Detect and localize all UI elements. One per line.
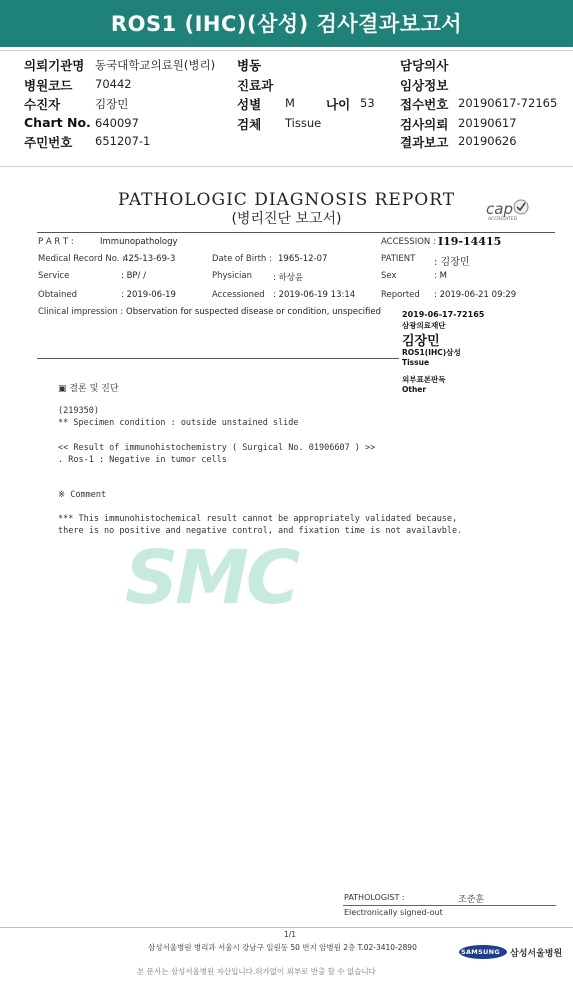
report-sex-label: Sex <box>381 271 397 281</box>
smc-watermark: SMC <box>125 535 298 621</box>
mrn-value: 425-13-69-3 <box>123 254 176 264</box>
header-divider <box>0 166 573 167</box>
cap-accredited: ACCREDITED <box>488 217 518 222</box>
cap-logo-text: cap <box>486 200 513 218</box>
comment-line-1: *** This immunohistochemical result cannot be appropriately validated because, <box>58 514 458 524</box>
doctor-label: 담당의사 <box>400 58 449 73</box>
section-title: ▣ 결론 및 진단 <box>58 384 119 394</box>
esign-text: Electronically signed-out <box>344 908 443 917</box>
part-value: Immunopathology <box>100 237 178 247</box>
service-value: : BP/ / <box>121 271 146 281</box>
receipt-no-label: 접수번호 <box>400 97 449 112</box>
clinical-info-label: 임상정보 <box>400 78 449 93</box>
ward-label: 병동 <box>237 58 262 73</box>
sticker-receipt: 2019-06-17-72165 <box>402 310 485 319</box>
accessioned-label: Accessioned <box>212 290 265 300</box>
report-info-rule <box>37 358 399 359</box>
pathologist-value: 조준훈 <box>458 895 485 905</box>
department-label: 진료과 <box>237 78 274 93</box>
cap-logo <box>486 199 518 222</box>
pathologist-label: PATHOLOGIST : <box>344 893 405 902</box>
sticker-test: ROS1(IHC)삼성 <box>402 348 461 357</box>
hospital-logo: 삼성서울병원 <box>510 949 563 959</box>
request-date-label: 검사의뢰 <box>400 117 449 132</box>
sex-value: M <box>285 96 295 110</box>
sticker-lab: 삼광의료재단 <box>402 321 446 330</box>
age-value: 53 <box>360 96 375 110</box>
accession-label: ACCESSION : <box>381 237 436 247</box>
report-date-value: 20190626 <box>458 134 517 148</box>
comment-title: ※ Comment <box>58 490 107 500</box>
sticker-external: 외부표본판독 <box>402 375 446 384</box>
page-title: ROS1 (IHC)(삼성) 검사결과보고서 <box>110 12 463 36</box>
specimen-value: Tissue <box>285 116 322 130</box>
patient-name-value: 김장민 <box>95 97 129 111</box>
report-sex-value: : M <box>434 271 447 281</box>
title-bar <box>0 0 573 50</box>
hospital-code-label: 병원코드 <box>24 78 73 93</box>
report-title: PATHOLOGIC DIAGNOSIS REPORT <box>117 190 456 210</box>
report-subtitle: (병리진단 보고서) <box>231 211 342 227</box>
request-date-value: 20190617 <box>458 116 517 130</box>
hospital-name-label: 의뢰기관명 <box>24 58 85 73</box>
dob-label: Date of Birth : <box>212 254 272 264</box>
reported-value: : 2019-06-21 09:29 <box>434 290 517 300</box>
resident-no-label: 주민번호 <box>24 135 73 150</box>
chart-no-value: 640097 <box>95 116 139 130</box>
dob-value: 1965-12-07 <box>278 254 328 264</box>
obtained-value: : 2019-06-19 <box>121 290 176 300</box>
physician-label: Physician <box>212 271 252 281</box>
samsung-logo <box>459 945 507 959</box>
resident-no-value: 651207-1 <box>95 134 151 148</box>
chart-no-label: Chart No. <box>24 115 91 130</box>
cap-check-icon <box>512 198 530 216</box>
mrn-label: Medical Record No. : <box>38 254 126 264</box>
sticker-other: Other <box>402 385 427 394</box>
part-label: P A R T : <box>38 237 74 247</box>
clinical-impression-value: Observation for suspected disease or condition, unspecified <box>126 307 381 317</box>
result-header: << Result of immunohistochemistry ( Surgical No. 01906607 ) >> <box>58 443 376 453</box>
comment-line-2: there is no positive and negative control, and fixation time is not availavble. <box>58 526 463 536</box>
sticker-patient: 김장민 <box>402 334 440 349</box>
physician-value: : 하상윤 <box>273 273 304 283</box>
clinical-impression-label: Clinical impression : <box>38 307 124 317</box>
patient-name-label: 수진자 <box>24 97 61 112</box>
samsung-logo-text: SAMSUNG <box>461 948 501 956</box>
patient-value: : 김장민 <box>434 257 470 268</box>
case-number: (219350) <box>58 406 99 416</box>
footer-address: 삼성서울병원 병리과 서울시 강남구 일원동 50 번지 암병원 2층 T.02-3410-2890 <box>148 943 417 952</box>
obtained-label: Obtained <box>38 290 78 300</box>
hospital-name-value: 동국대학교의료원(병리) <box>95 58 216 72</box>
receipt-no-value: 20190617-72165 <box>458 96 558 110</box>
report-date-label: 결과보고 <box>400 135 449 150</box>
copyright-notice: 본 문서는 삼성서울병원 자산입니다.허가없이 외부로 반출 할 수 없습니다 <box>137 967 376 976</box>
reported-label: Reported <box>381 290 420 300</box>
result-line: . Ros-1 : Negative in tumor cells <box>58 455 227 465</box>
page-number: 1/1 <box>284 930 297 939</box>
hospital-code-value: 70442 <box>95 77 132 91</box>
specimen-label: 검체 <box>237 117 262 132</box>
report-top-rule <box>37 232 555 233</box>
specimen-label-sticker <box>402 308 520 400</box>
accession-value: I19-14415 <box>438 235 502 248</box>
accessioned-value: : 2019-06-19 13:14 <box>273 290 356 300</box>
sex-label: 성별 <box>237 97 262 112</box>
footer-rule <box>0 927 573 928</box>
patient-label: PATIENT <box>381 254 416 264</box>
signature-rule <box>343 905 556 906</box>
age-label: 나이 <box>326 97 351 112</box>
sticker-specimen: Tissue <box>402 358 430 367</box>
specimen-condition: ** Specimen condition : outside unstained slide <box>58 418 299 428</box>
service-label: Service <box>38 271 70 281</box>
